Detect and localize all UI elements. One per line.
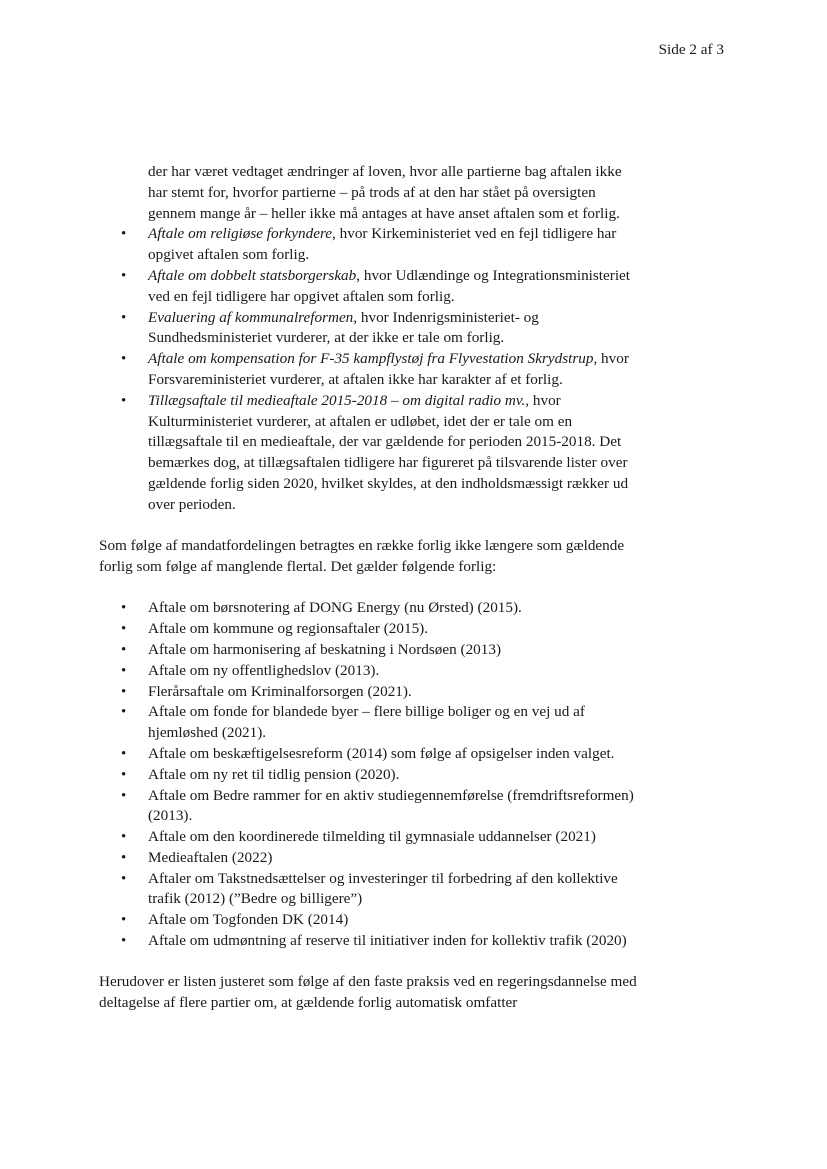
list-item: • Aftale om kommune og regionsaftaler (2015).	[99, 619, 639, 640]
list-item	[99, 308, 639, 350]
agreement-title: Aftale om kompensation for F-35 kampflystøj fra Flyvestation Skrydstrup	[148, 350, 594, 368]
list-item: • Aftale om Togfonden DK (2014)	[99, 910, 639, 931]
list-item: • Aftale om ny ret til tidlig pension (2020).	[99, 765, 639, 786]
list-item: • Aftale om beskæftigelsesreform (2014) som følge af opsigelser inden valget.	[99, 744, 639, 765]
continuation-paragraph: der har været vedtaget ændringer af loven, hvor alle partierne bag aftalen ikke har stemt for, hvorfor partierne – på trods af at den har stået på oversigten gennem mange år – heller ikke må antages at have anset aftalen som et forlig.	[148, 163, 622, 222]
list-item: • Aftale om fonde for blandede byer – flere billige boliger og en vej ud af hjemløshed (2021).	[99, 702, 639, 744]
agreement-note: , hvor Forsvareministeriet vurderer, at aftalen ikke har karakter af et forlig.	[148, 350, 629, 388]
list-item: • Aftale om harmonisering af beskatning i Nordsøen (2013)	[99, 640, 639, 661]
agreement-title: Aftale om dobbelt statsborgerskab	[148, 266, 357, 284]
agreement-note: , hvor Kirkeministeriet ved en fejl tidligere har opgivet aftalen som forlig.	[148, 225, 617, 264]
list-item	[99, 266, 639, 308]
list-item: • Aftale om Bedre rammer for en aktiv studiegennemførelse (fremdriftsreformen) (2013).	[99, 786, 639, 828]
list-item: • Aftale om ny offentlighedslov (2013).	[99, 661, 639, 682]
agreement-title: Tillægsaftale til medieaftale 2015-2018 – om digital radio mv.	[148, 391, 526, 409]
list-item: • Aftaler om Takstnedsættelser og investeringer til forbedring af den kollektive trafik (2012) (”Bedre og billigere”)	[99, 869, 639, 911]
agreement-note: , hvor Kulturministeriet vurderer, at aftalen er udløbet, idet der er tale om en tillægsaftale til en medieaftale, der var gældende for perioden 2015-2018. Det bemærkes dog, at tillægsaftalen tidligere har figureret på tilsvarende lister over gældende forlig siden 2020, hvilket skyldes, at den indholdsmæssigt rækker ud over perioden.	[148, 391, 629, 513]
page-number: Side 2 af 3	[658, 41, 724, 58]
agreement-title: Aftale om religiøse forkyndere	[148, 225, 333, 243]
agreement-title: Evaluering af kommunalreformen	[148, 308, 354, 326]
document-body	[99, 162, 639, 1014]
list-item: • Flerårsaftale om Kriminalforsorgen (2021).	[99, 682, 639, 703]
list-item: • Aftale om den koordinerede tilmelding til gymnasiale uddannelser (2021)	[99, 827, 639, 848]
mandate-paragraph: Som følge af mandatfordelingen betragtes en række forlig ikke længere som gældende forlig som følge af manglende flertal. Det gælder følgende forlig:	[99, 537, 625, 575]
list-item: • Aftale om børsnotering af DONG Energy (nu Ørsted) (2015).	[99, 598, 639, 619]
list-item	[99, 391, 639, 516]
agreement-note: , hvor Udlændinge og Integrationsministeriet ved en fejl tidligere har opgivet aftalen som forlig.	[148, 266, 631, 305]
no-majority-agreements-list	[99, 598, 639, 952]
list-item	[99, 224, 639, 266]
government-paragraph: Herudover er listen justeret som følge af den faste praksis ved en regeringsdannelse med deltagelse af flere partier om, at gældende forlig automatisk omfatter	[99, 973, 637, 1012]
misc-agreements-list	[99, 224, 639, 515]
list-item: • Medieaftalen (2022)	[99, 848, 639, 869]
list-item: • Aftale om udmøntning af reserve til initiativer inden for kollektiv trafik (2020)	[99, 931, 639, 952]
list-item	[99, 349, 639, 391]
agreement-note: , hvor Indenrigsministeriet- og Sundhedsministeriet vurderer, at der ikke er tale om forlig.	[148, 308, 539, 347]
